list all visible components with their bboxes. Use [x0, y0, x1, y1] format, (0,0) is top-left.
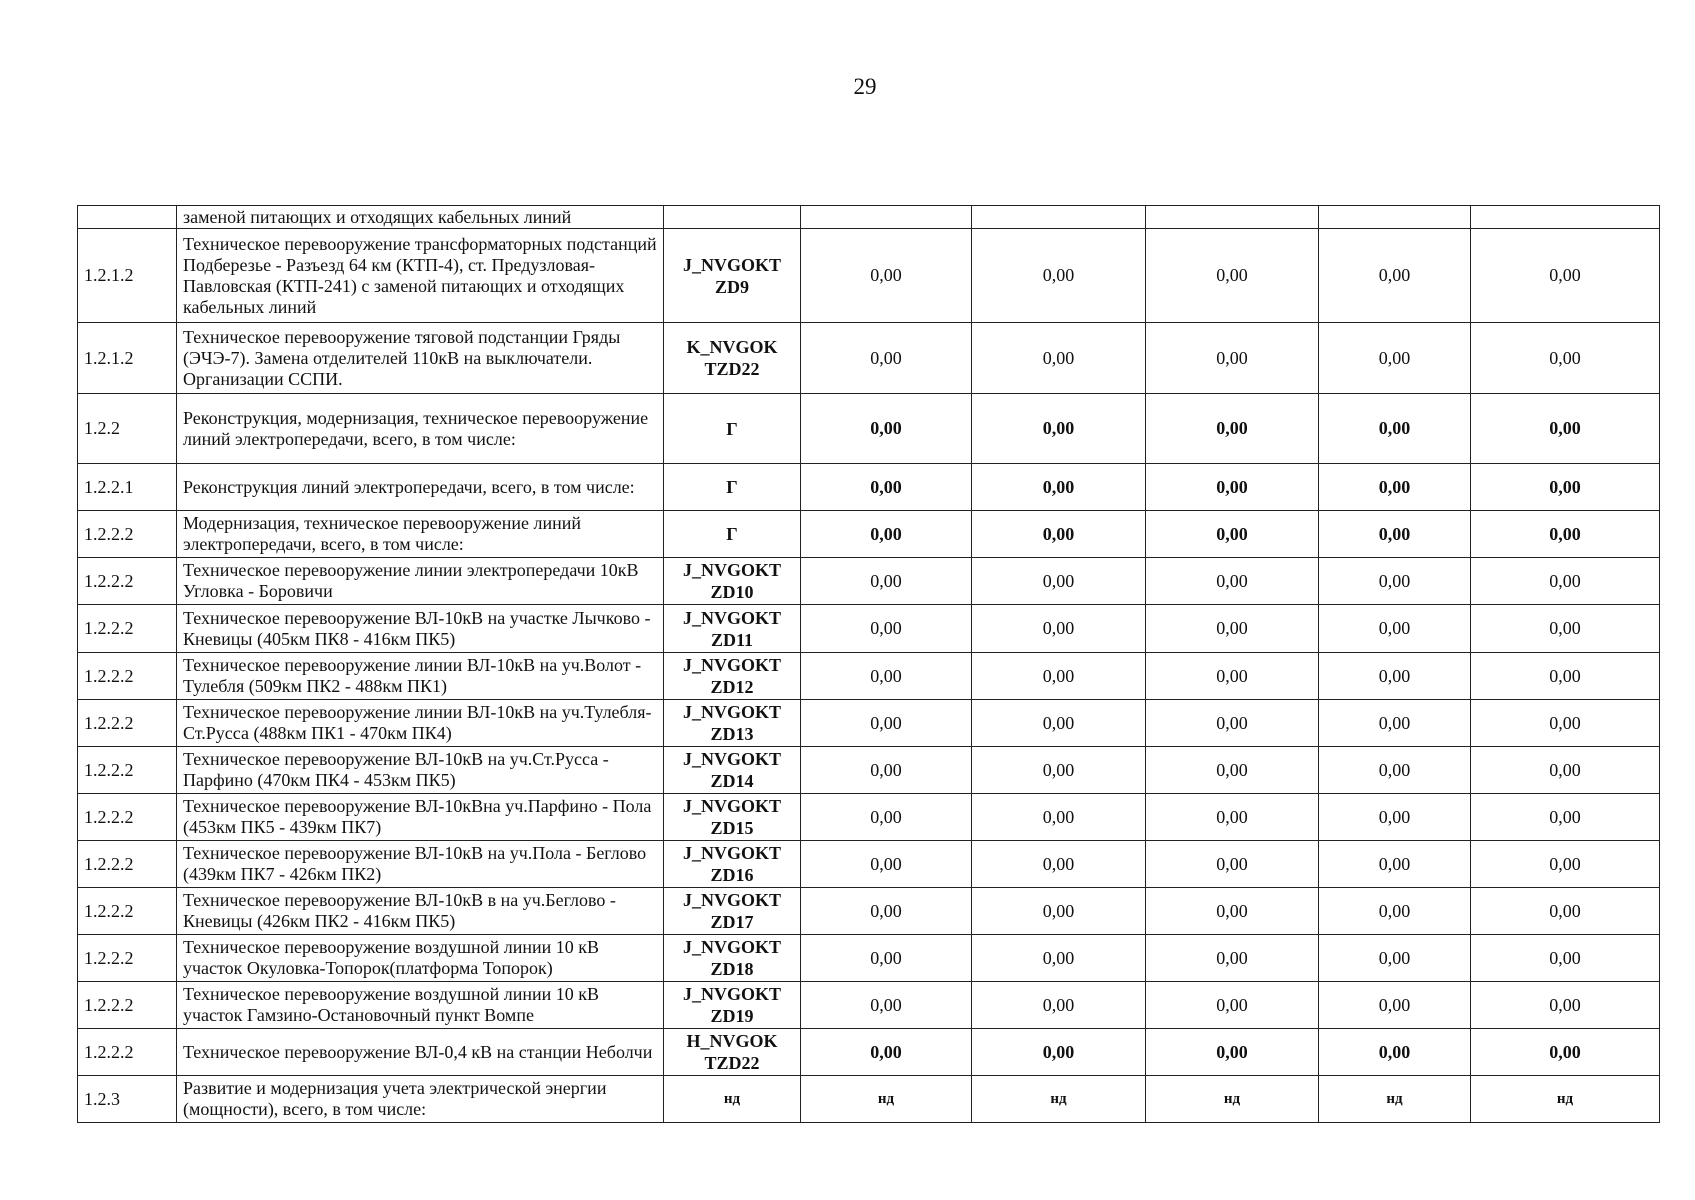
value-cell: 0,00 — [1319, 558, 1471, 605]
table-row — [78, 394, 1660, 464]
project-code-cell — [664, 206, 801, 229]
value-cell: 0,00 — [1319, 700, 1471, 747]
value-cell: 0,00 — [1471, 605, 1660, 653]
value-cell: 0,00 — [972, 982, 1146, 1029]
project-code-cell: H_NVGOK TZD22 — [664, 1029, 801, 1076]
description-cell: Техническое перевооружение линии ВЛ-10кВ на уч.Волот - Тулебля (509км ПК2 - 488км ПК1) — [177, 653, 664, 700]
page-number: 29 — [853, 74, 877, 99]
value-cell: нд — [1146, 1076, 1319, 1123]
value-cell: 0,00 — [1319, 888, 1471, 935]
value-cell: 0,00 — [801, 394, 972, 464]
table-row — [78, 511, 1660, 558]
value-cell: 0,00 — [801, 982, 972, 1029]
row-number-cell: 1.2.2.2 — [78, 747, 177, 794]
table-row — [78, 206, 1660, 229]
value-cell: 0,00 — [1319, 394, 1471, 464]
value-cell: 0,00 — [1146, 558, 1319, 605]
value-cell: 0,00 — [1146, 935, 1319, 982]
value-cell: 0,00 — [801, 229, 972, 323]
value-cell: 0,00 — [972, 605, 1146, 653]
value-cell: 0,00 — [1471, 653, 1660, 700]
value-cell: 0,00 — [1319, 464, 1471, 511]
value-cell: 0,00 — [1319, 794, 1471, 841]
project-code-cell: K_NVGOK TZD22 — [664, 323, 801, 394]
description-cell: Техническое перевооружение тяговой подстанции Гряды (ЭЧЭ-7). Замена отделителей 110кВ на выключатели. Организации ССПИ. — [177, 323, 664, 394]
value-cell: 0,00 — [1319, 982, 1471, 1029]
description-cell: Модернизация, техническое перевооружение линий электропередачи, всего, в том числе: — [177, 511, 664, 558]
value-cell: 0,00 — [801, 558, 972, 605]
value-cell: 0,00 — [972, 229, 1146, 323]
table-row — [78, 653, 1660, 700]
value-cell: 0,00 — [1146, 982, 1319, 1029]
value-cell: 0,00 — [1146, 700, 1319, 747]
value-cell: 0,00 — [972, 794, 1146, 841]
description-cell: Техническое перевооружение воздушной линии 10 кВ участок Гамзино-Остановочный пункт Вомпе — [177, 982, 664, 1029]
table-row — [78, 935, 1660, 982]
value-cell: 0,00 — [972, 394, 1146, 464]
value-cell: нд — [801, 1076, 972, 1123]
row-number-cell: 1.2.2.2 — [78, 935, 177, 982]
value-cell: 0,00 — [1146, 747, 1319, 794]
description-cell: заменой питающих и отходящих кабельных линий — [177, 206, 664, 229]
row-number-cell: 1.2.2.2 — [78, 982, 177, 1029]
description-cell: Техническое перевооружение ВЛ-10кВ в на уч.Беглово - Кневицы (426км ПК2 - 416км ПК5) — [177, 888, 664, 935]
row-number-cell: 1.2.2.2 — [78, 653, 177, 700]
value-cell: 0,00 — [1319, 1029, 1471, 1076]
table-row — [78, 700, 1660, 747]
table-row — [78, 982, 1660, 1029]
value-cell: 0,00 — [1146, 323, 1319, 394]
project-code-cell: J_NVGOKT ZD12 — [664, 653, 801, 700]
row-number-cell: 1.2.1.2 — [78, 229, 177, 323]
row-number-cell: 1.2.2.2 — [78, 558, 177, 605]
value-cell: 0,00 — [801, 794, 972, 841]
project-code-cell: J_NVGOKT ZD9 — [664, 229, 801, 323]
row-number-cell: 1.2.2.2 — [78, 888, 177, 935]
value-cell: 0,00 — [972, 935, 1146, 982]
value-cell: 0,00 — [972, 841, 1146, 888]
table-row — [78, 1076, 1660, 1123]
value-cell: нд — [1471, 1076, 1660, 1123]
description-cell: Техническое перевооружение воздушной линии 10 кВ участок Окуловка-Топорок(платформа Топорок) — [177, 935, 664, 982]
description-cell: Техническое перевооружение ВЛ-0,4 кВ на станции Неболчи — [177, 1029, 664, 1076]
value-cell: 0,00 — [1471, 558, 1660, 605]
table-row — [78, 747, 1660, 794]
row-number-cell: 1.2.2.2 — [78, 841, 177, 888]
value-cell: 0,00 — [1319, 653, 1471, 700]
description-cell: Техническое перевооружение ВЛ-10кВ на уч.Пола - Беглово (439км ПК7 - 426км ПК2) — [177, 841, 664, 888]
value-cell: 0,00 — [972, 323, 1146, 394]
project-code-cell: J_NVGOKT ZD19 — [664, 982, 801, 1029]
row-number-cell: 1.2.2.2 — [78, 794, 177, 841]
value-cell: 0,00 — [1471, 700, 1660, 747]
row-number-cell — [78, 206, 177, 229]
value-cell: 0,00 — [972, 558, 1146, 605]
value-cell: 0,00 — [801, 511, 972, 558]
value-cell: 0,00 — [972, 888, 1146, 935]
description-cell: Реконструкция, модернизация, техническое перевооружение линий электропередачи, всего, в том числе: — [177, 394, 664, 464]
description-cell: Техническое перевооружение ВЛ-10кВна уч.Парфино - Пола (453км ПК5 - 439км ПК7) — [177, 794, 664, 841]
row-number-cell: 1.2.2 — [78, 394, 177, 464]
project-code-cell: J_NVGOKT ZD16 — [664, 841, 801, 888]
project-code-cell: нд — [664, 1076, 801, 1123]
value-cell: 0,00 — [1146, 464, 1319, 511]
description-cell: Развитие и модернизация учета электрической энергии (мощности), всего, в том числе: — [177, 1076, 664, 1123]
value-cell: 0,00 — [801, 323, 972, 394]
row-number-cell: 1.2.3 — [78, 1076, 177, 1123]
value-cell: 0,00 — [801, 841, 972, 888]
table-row — [78, 323, 1660, 394]
project-code-cell: Г — [664, 511, 801, 558]
value-cell: 0,00 — [1471, 1029, 1660, 1076]
value-cell: 0,00 — [1471, 394, 1660, 464]
value-cell: 0,00 — [1471, 229, 1660, 323]
value-cell: 0,00 — [1319, 841, 1471, 888]
value-cell: 0,00 — [1471, 935, 1660, 982]
value-cell: 0,00 — [801, 653, 972, 700]
value-cell: 0,00 — [1471, 888, 1660, 935]
value-cell: 0,00 — [1319, 605, 1471, 653]
value-cell: 0,00 — [1146, 888, 1319, 935]
value-cell: 0,00 — [801, 605, 972, 653]
project-code-cell: J_NVGOKT ZD11 — [664, 605, 801, 653]
value-cell: 0,00 — [972, 464, 1146, 511]
description-cell: Техническое перевооружение ВЛ-10кВ на уч.Ст.Русса - Парфино (470км ПК4 - 453км ПК5) — [177, 747, 664, 794]
value-cell: 0,00 — [1146, 511, 1319, 558]
value-cell: 0,00 — [1471, 841, 1660, 888]
project-code-cell: J_NVGOKT ZD14 — [664, 747, 801, 794]
value-cell: 0,00 — [1471, 794, 1660, 841]
value-cell: 0,00 — [1146, 229, 1319, 323]
value-cell — [972, 206, 1146, 229]
description-cell: Техническое перевооружение линии электропередачи 10кВ Угловка - Боровичи — [177, 558, 664, 605]
value-cell: 0,00 — [1146, 841, 1319, 888]
value-cell — [1146, 206, 1319, 229]
value-cell: 0,00 — [972, 1029, 1146, 1076]
project-code-cell: J_NVGOKT ZD18 — [664, 935, 801, 982]
value-cell: 0,00 — [1146, 394, 1319, 464]
value-cell — [1471, 206, 1660, 229]
value-cell: 0,00 — [1319, 323, 1471, 394]
value-cell: нд — [1319, 1076, 1471, 1123]
project-code-cell: Г — [664, 464, 801, 511]
table-row — [78, 888, 1660, 935]
value-cell: 0,00 — [801, 747, 972, 794]
row-number-cell: 1.2.2.1 — [78, 464, 177, 511]
value-cell: 0,00 — [801, 700, 972, 747]
row-number-cell: 1.2.2.2 — [78, 700, 177, 747]
value-cell: 0,00 — [1471, 323, 1660, 394]
value-cell: 0,00 — [1319, 935, 1471, 982]
table-row — [78, 464, 1660, 511]
value-cell: 0,00 — [801, 888, 972, 935]
description-cell: Техническое перевооружение ВЛ-10кВ на участке Лычково - Кневицы (405км ПК8 - 416км ПК5) — [177, 605, 664, 653]
table-row — [78, 841, 1660, 888]
value-cell: 0,00 — [1319, 229, 1471, 323]
value-cell: 0,00 — [972, 511, 1146, 558]
value-cell: 0,00 — [972, 747, 1146, 794]
value-cell: 0,00 — [1471, 982, 1660, 1029]
value-cell: 0,00 — [972, 653, 1146, 700]
value-cell: 0,00 — [1319, 747, 1471, 794]
row-number-cell: 1.2.2.2 — [78, 511, 177, 558]
value-cell: 0,00 — [1471, 511, 1660, 558]
value-cell: 0,00 — [1146, 794, 1319, 841]
description-cell: Реконструкция линий электропередачи, всего, в том числе: — [177, 464, 664, 511]
value-cell: 0,00 — [801, 1029, 972, 1076]
value-cell: 0,00 — [972, 700, 1146, 747]
description-cell: Техническое перевооружение линии ВЛ-10кВ на уч.Тулебля- Ст.Русса (488км ПК1 - 470км ПК4) — [177, 700, 664, 747]
value-cell: нд — [972, 1076, 1146, 1123]
table-row — [78, 1029, 1660, 1076]
value-cell: 0,00 — [1471, 464, 1660, 511]
value-cell: 0,00 — [1146, 605, 1319, 653]
description-cell: Техническое перевооружение трансформаторных подстанций Подберезье - Разъезд 64 км (КТП-4), ст. Предузловая-Павловская (КТП-241) с заменой питающих и отходящих кабельных линий — [177, 229, 664, 323]
value-cell: 0,00 — [1319, 511, 1471, 558]
project-code-cell: Г — [664, 394, 801, 464]
value-cell — [801, 206, 972, 229]
table-row — [78, 229, 1660, 323]
table-row — [78, 605, 1660, 653]
value-cell: 0,00 — [1146, 653, 1319, 700]
row-number-cell: 1.2.2.2 — [78, 605, 177, 653]
table-body — [78, 206, 1660, 1123]
value-cell: 0,00 — [801, 464, 972, 511]
project-code-cell: J_NVGOKT ZD10 — [664, 558, 801, 605]
row-number-cell: 1.2.1.2 — [78, 323, 177, 394]
project-code-cell: J_NVGOKT ZD13 — [664, 700, 801, 747]
project-code-cell: J_NVGOKT ZD17 — [664, 888, 801, 935]
value-cell: 0,00 — [801, 935, 972, 982]
table-row — [78, 794, 1660, 841]
value-cell: 0,00 — [1146, 1029, 1319, 1076]
investment-table — [77, 205, 1660, 1123]
value-cell — [1319, 206, 1471, 229]
project-code-cell: J_NVGOKT ZD15 — [664, 794, 801, 841]
value-cell: 0,00 — [1471, 747, 1660, 794]
row-number-cell: 1.2.2.2 — [78, 1029, 177, 1076]
table-row — [78, 558, 1660, 605]
